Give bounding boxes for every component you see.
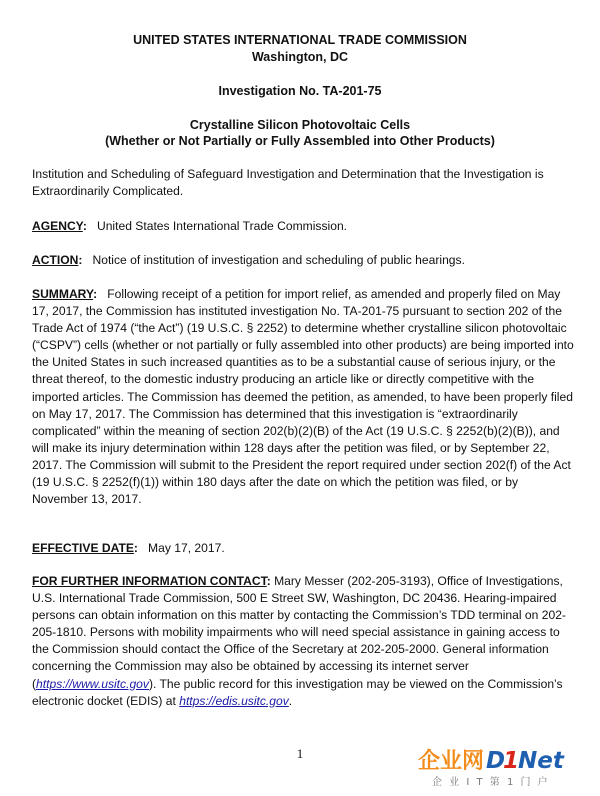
edis-link[interactable]: https://edis.usitc.gov bbox=[179, 693, 289, 708]
page-number: 1 bbox=[296, 746, 304, 761]
usitc-link[interactable]: https://www.usitc.gov bbox=[36, 676, 149, 691]
watermark-text-1: 1 bbox=[503, 748, 520, 774]
watermark-text-net: Net bbox=[518, 748, 564, 774]
effective-date-text: May 17, 2017. bbox=[148, 541, 225, 555]
effective-date-label: EFFECTIVE DATE bbox=[32, 541, 134, 555]
action-label: ACTION bbox=[32, 253, 79, 267]
contact-text-1: Mary Messer (202-205-3193), Office of Investigations, U.S. International Trade Commission, 500 E Street SW, Washington, DC 20436. Hearing-impaired persons can obtain information on this matter by contacting the Commission’s TDD terminal on 202-205-1810. Persons with mobility impairments who will need special assistance in gaining access to the Commission should contact the Office of the Secretary at 202-205-2000. General information concerning the Commission may also be obtained by accessing its internet server ( bbox=[32, 574, 566, 691]
intro-paragraph: Institution and Scheduling of Safeguard Investigation and Determination that the Investigation is Extraordinarily Complicated. bbox=[32, 167, 544, 199]
agency-paragraph: AGENCY: United States International Trade Commission. bbox=[32, 219, 348, 233]
action-paragraph: ACTION: Notice of institution of investigation and scheduling of public hearings. bbox=[32, 253, 465, 267]
summary-text: Following receipt of a petition for import relief, as amended and properly filed on May 17, 2017, the Commission has instituted investigation No. TA-201-75 pursuant to section 202 of the Trade Act of 1974 (“the Act”) (19 U.S.C. § 2252) to determine whether crystalline silicon photovoltaic (“CSPV”) cells (whether or not partially or fully assembled into other products) are being imported into the United States in such increased quantities as to be a substantial cause of serious injury, or the threat thereof, to the domestic industry producing an article like or directly competitive with the imported articles. The Commission has deemed the petition, as amended, to have been properly filed on May 17, 2017. The Commission has determined that this investigation is “extraordinarily complicated” within the meaning of section 202(b)(2)(B) of the Act (19 U.S.C. § 2252(b)(2)(B)), and will make its injury determination within 128 days after the petition was filed, or by September 22, 2017. The Commission will submit to the President the report required under section 202(f) of the Act (19 U.S.C. § 2252(f)(1)) within 180 days after the date on which the petition was filed, or by November 13, 2017. bbox=[32, 287, 574, 507]
investigation-number: Investigation No. TA-201-75 bbox=[218, 84, 382, 98]
contact-paragraph: FOR FURTHER INFORMATION CONTACT: Mary Messer (202-205-3193), Office of Investigations, U.S. International Trade Commission, 500 E Street SW, Washington, DC 20436. Hearing-impaired persons can obtain information on this matter by contacting the Commission’s TDD terminal on 202-205-1810. Persons with mobility impairments who will need special assistance in gaining access to the Commission should contact the Office of the Secretary at 202-205-2000. General information concerning the Commission may also be obtained by accessing its internet server (https://www.usitc.gov). The public record for this investigation may be viewed on the Commission’s electronic docket (EDIS) at https://edis.usitc.gov. bbox=[32, 574, 566, 708]
agency-text: United States International Trade Commission. bbox=[96, 219, 348, 233]
watermark-subtext: 企 业 I T 第 1 门 户 bbox=[432, 777, 550, 788]
summary-label: SUMMARY bbox=[32, 287, 94, 301]
summary-paragraph: SUMMARY: Following receipt of a petition for import relief, as amended and properly filed on May 17, 2017, the Commission has instituted investigation No. TA-201-75 pursuant to section 202 of the Trade Act of 1974 (“the Act”) (19 U.S.C. § 2252) to determine whether crystalline silicon photovoltaic (“CSPV”) cells (whether or not partially or fully assembled into other products) are being imported into the United States in such increased quantities as to be a substantial cause of serious injury, or the threat thereof, to the domestic industry producing an article like or directly competitive with the imported articles. The Commission has deemed the petition, as amended, to have been properly filed on May 17, 2017. The Commission has determined that this investigation is “extraordinarily complicated” within the meaning of section 202(b)(2)(B) of the Act (19 U.S.C. § 2252(b)(2)(B)), and will make its injury determination within 128 days after the petition was filed, or by September 22, 2017. The Commission will submit to the President the report required under section 202(f) of the Act (19 U.S.C. § 2252(f)(1)) within 180 days after the date on which the petition was filed, or by November 13, 2017. bbox=[32, 287, 574, 507]
product-subtitle: (Whether or Not Partially or Fully Assembled into Other Products) bbox=[105, 134, 495, 148]
d1net-watermark-logo bbox=[416, 738, 594, 790]
contact-text-2: ). The public record for this investigation may be viewed on the Commission’s electronic docket (EDIS) at bbox=[32, 676, 563, 708]
org-title: UNITED STATES INTERNATIONAL TRADE COMMISSION bbox=[133, 33, 467, 47]
action-text: Notice of institution of investigation and scheduling of public hearings. bbox=[92, 253, 465, 267]
effective-date-paragraph: EFFECTIVE DATE: May 17, 2017. bbox=[32, 541, 225, 555]
watermark-text-d: D bbox=[486, 748, 506, 774]
contact-text-3: . bbox=[288, 693, 293, 708]
product-title: Crystalline Silicon Photovoltaic Cells bbox=[189, 118, 411, 132]
contact-label: FOR FURTHER INFORMATION CONTACT bbox=[32, 574, 267, 588]
agency-label: AGENCY bbox=[32, 219, 83, 233]
watermark-text-cn: 企业网 bbox=[418, 749, 485, 774]
city-title: Washington, DC bbox=[251, 50, 349, 64]
